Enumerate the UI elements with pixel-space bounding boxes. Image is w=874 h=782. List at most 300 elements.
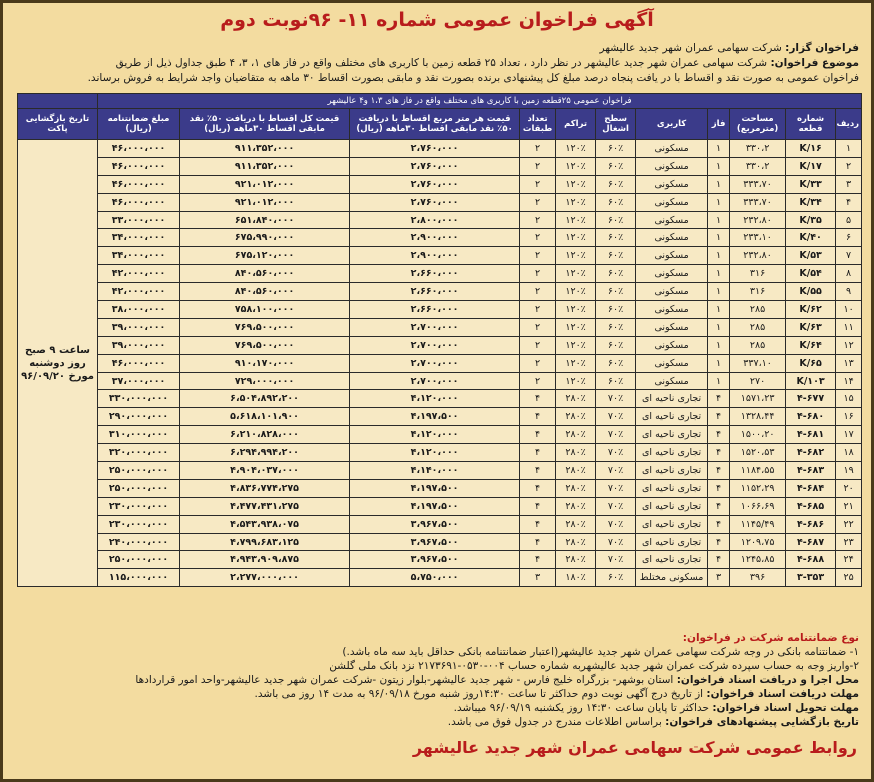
table-cell: ۲ (520, 336, 556, 354)
receive-deadline-text: از تاریخ درج آگهی نوبت دوم حداکثر تا ساعت ۱۴:۳۰روز شنبه مورخ ۹۶/۰۹/۱۸ به مدت ۱۴ روز می باشد. (254, 688, 704, 700)
table-cell: تجاری ناحیه ای (636, 515, 708, 533)
table-cell: K/۱۶ (786, 140, 836, 158)
table-cell: ۷ (836, 247, 862, 265)
table-cell: ۹۱۱،۳۵۲،۰۰۰ (180, 140, 350, 158)
table-cell: ۳۳۰،۰۰۰،۰۰۰ (98, 390, 180, 408)
table-cell: ۷۰٪ (596, 497, 636, 515)
table-cell: ۲ (520, 354, 556, 372)
table-cell: مسکونی (636, 140, 708, 158)
table-cell: ۷۰٪ (596, 462, 636, 480)
table-cell: ۴-۶۸۵ (786, 497, 836, 515)
table-cell: K/۵۳ (786, 247, 836, 265)
table-cell: ۳۳۳،۷۰ (730, 175, 786, 193)
table-row (18, 462, 862, 480)
column-header: تراکم (556, 109, 596, 140)
table-cell: تجاری ناحیه ای (636, 444, 708, 462)
table-cell: ۷۰٪ (596, 444, 636, 462)
table-cell: K/۳۴ (786, 193, 836, 211)
table-cell: K/۴۰ (786, 229, 836, 247)
table-cell: ۳۳۰،۲ (730, 157, 786, 175)
table-cell: ۱۲۰٪ (556, 193, 596, 211)
notes-block (9, 631, 859, 729)
table-cell: ۴ (520, 551, 556, 569)
table-cell: ۲۰ (836, 479, 862, 497)
table-cell: ۳۳۰،۲ (730, 140, 786, 158)
table-cell: ۷۰٪ (596, 515, 636, 533)
intro-label-2: موضوع فراخوان: (770, 57, 859, 69)
table-banner-empty (18, 94, 98, 109)
table-cell: ۴ (520, 497, 556, 515)
intro-label-1: فراخوان گزار: (785, 42, 859, 54)
table-cell: ۲۸۰٪ (556, 533, 596, 551)
table-row (18, 390, 862, 408)
table-cell: ۱۲ (836, 336, 862, 354)
table-cell: ۲،۶۶۰،۰۰۰ (350, 283, 520, 301)
table-cell: K/۵۵ (786, 283, 836, 301)
table-cell: ۴ (708, 497, 730, 515)
column-header: فاز (708, 109, 730, 140)
table-cell: ۱ (708, 140, 730, 158)
table-cell: ۴،۱۹۷،۵۰۰ (350, 497, 520, 515)
table-cell: ۲،۷۶۰،۰۰۰ (350, 193, 520, 211)
table-cell: ۱۲۰٪ (556, 336, 596, 354)
table-row (18, 229, 862, 247)
table-cell: ۴-۶۸۸ (786, 551, 836, 569)
table-cell: ۲ (520, 247, 556, 265)
table-cell: ۱۵۷۱،۲۳ (730, 390, 786, 408)
table-cell: ۲۹۰،۰۰۰،۰۰۰ (98, 408, 180, 426)
table-cell: ۶۰٪ (596, 193, 636, 211)
table-cell: ۴ (520, 479, 556, 497)
table-row (18, 551, 862, 569)
table-cell: ۶۰٪ (596, 372, 636, 390)
table-cell: ۱۲۰٪ (556, 229, 596, 247)
table-cell: ۱۵ (836, 390, 862, 408)
table-cell: ۴ (708, 551, 730, 569)
table-cell: ۳،۹۶۷،۵۰۰ (350, 533, 520, 551)
table-cell: ۲۸۰٪ (556, 497, 596, 515)
table-cell: ۳،۹۶۷،۵۰۰ (350, 551, 520, 569)
opening-date-text: براساس اطلاعات مندرج در جدول فوق می باشد. (447, 716, 662, 728)
table-cell: K/۳۳ (786, 175, 836, 193)
table-cell: ۴۶،۰۰۰،۰۰۰ (98, 157, 180, 175)
table-cell: K/۵۴ (786, 265, 836, 283)
table-cell: ۱۲۰٪ (556, 175, 596, 193)
table-row (18, 247, 862, 265)
table-cell: ۶ (836, 229, 862, 247)
table-cell: K/۶۴ (786, 336, 836, 354)
table-cell: ۴۶،۰۰۰،۰۰۰ (98, 175, 180, 193)
table-cell: ۷۲۹،۰۰۰،۰۰۰ (180, 372, 350, 390)
table-cell: ۴۲،۰۰۰،۰۰۰ (98, 283, 180, 301)
table-cell: ۱۲۰٪ (556, 140, 596, 158)
table-cell: ۲۸۰٪ (556, 426, 596, 444)
table-row (18, 140, 862, 158)
table-cell: ۹۱۱،۳۵۲،۰۰۰ (180, 157, 350, 175)
table-cell: ۱۲۰٪ (556, 283, 596, 301)
table-cell: ۲۱ (836, 497, 862, 515)
table-cell: ۴ (520, 426, 556, 444)
intro-line-1 (9, 41, 859, 56)
table-cell: ۷۶۹،۵۰۰،۰۰۰ (180, 336, 350, 354)
table-cell: ۶۰٪ (596, 569, 636, 587)
column-header: ردیف (836, 109, 862, 140)
table-cell: ۱۵۰۰،۲۰ (730, 426, 786, 444)
table-cell: ۱۲۰۹،۷۵ (730, 533, 786, 551)
table-cell: ۱۰۶۶،۶۹ (730, 497, 786, 515)
table-cell: تجاری ناحیه ای (636, 533, 708, 551)
table-cell: مسکونی (636, 283, 708, 301)
table-cell: ۷۰٪ (596, 426, 636, 444)
table-cell: ۲۳۰،۰۰۰،۰۰۰ (98, 515, 180, 533)
table-cell: تجاری ناحیه ای (636, 497, 708, 515)
table-cell: ۱۱۵۲،۲۹ (730, 479, 786, 497)
guarantee-option-2: ۲-واریز وجه به حساب سپرده شرکت عمران شهر جدید عالیشهربه شماره حساب ۰۰۴-۰۵۳۰-۲۱۷۳۶۹۱ نزد بانک ملی گلشن (329, 660, 859, 672)
table-cell: ۱۳ (836, 354, 862, 372)
table-cell: مسکونی (636, 175, 708, 193)
table-cell: ۴ (708, 390, 730, 408)
column-header: شماره قطعه (786, 109, 836, 140)
table-row (18, 408, 862, 426)
table-cell: ۸۴۰،۵۶۰،۰۰۰ (180, 265, 350, 283)
table-cell: ۳ (520, 569, 556, 587)
table-cell: ۱۱۵،۰۰۰،۰۰۰ (98, 569, 180, 587)
table-cell: ۶۰٪ (596, 354, 636, 372)
table-cell: ۲۸۵ (730, 301, 786, 319)
table-cell: ۱۰ (836, 301, 862, 319)
table-cell: ۴،۴۷۷،۴۳۱،۲۷۵ (180, 497, 350, 515)
table-cell: ۴،۱۲۰،۰۰۰ (350, 426, 520, 444)
table-cell: ۲ (520, 157, 556, 175)
table-row (18, 175, 862, 193)
table-row (18, 301, 862, 319)
table-cell: ۴۶،۰۰۰،۰۰۰ (98, 140, 180, 158)
table-cell: ۲ (520, 265, 556, 283)
table-cell: ۴ (708, 462, 730, 480)
table-cell: ۲۸۰٪ (556, 462, 596, 480)
table-cell: ۴-۶۸۰ (786, 408, 836, 426)
table-cell: ۱۸ (836, 444, 862, 462)
table-cell: ۲۸۰٪ (556, 390, 596, 408)
table-cell: ۱۲۰٪ (556, 247, 596, 265)
table-cell: ۱ (836, 140, 862, 158)
table-cell: ۴-۶۸۶ (786, 515, 836, 533)
table-cell: ۴-۶۸۷ (786, 533, 836, 551)
table-cell: ۱ (708, 229, 730, 247)
table-cell: ۱ (708, 157, 730, 175)
column-header: سطح اشغال (596, 109, 636, 140)
intro-line-2 (9, 56, 859, 71)
table-cell: ۳۱۶ (730, 283, 786, 301)
table-cell: ۳۹،۰۰۰،۰۰۰ (98, 318, 180, 336)
table-cell: ۶۰٪ (596, 336, 636, 354)
table-cell: ۱۲۰٪ (556, 265, 596, 283)
table-cell: ۲۵۰،۰۰۰،۰۰۰ (98, 462, 180, 480)
table-cell: ۴ (520, 444, 556, 462)
table-cell: ۷۰٪ (596, 551, 636, 569)
table-cell: ۴ (520, 462, 556, 480)
table-cell: مسکونی (636, 193, 708, 211)
table-cell: ۲ (520, 229, 556, 247)
column-header: کاربری (636, 109, 708, 140)
guarantee-heading: نوع ضمانتنامه شرکت در فراخوان: (682, 632, 859, 644)
table-cell: ۲۳۲،۸۰ (730, 247, 786, 265)
table-cell: ۱ (708, 175, 730, 193)
table-row (18, 426, 862, 444)
table-cell: ۱۳۲۸،۴۴ (730, 408, 786, 426)
table-cell: ۱۱۸۴،۵۵ (730, 462, 786, 480)
table-cell: ۴ (708, 408, 730, 426)
table-row (18, 318, 862, 336)
table-cell: ۶۰٪ (596, 140, 636, 158)
table-cell: ۶۰٪ (596, 247, 636, 265)
table-cell: ۲۸۰٪ (556, 408, 596, 426)
table-cell: ۴-۶۸۴ (786, 479, 836, 497)
table-cell: ۳۹۶ (730, 569, 786, 587)
table-cell: ۲۳۳،۱۰ (730, 229, 786, 247)
table-cell: تجاری ناحیه ای (636, 551, 708, 569)
table-cell: ۶۰٪ (596, 301, 636, 319)
table-cell: مسکونی (636, 157, 708, 175)
location-note (9, 673, 859, 687)
table-cell: ۴،۱۹۷،۵۰۰ (350, 479, 520, 497)
table-cell: ۶۰٪ (596, 157, 636, 175)
intro-line-3: فراخوان عمومی به صورت نقد و اقساط با در یافت پنجاه درصد مبلغ کل پیشنهادی برنده بصورت نقد و مابقی بصورت اقساط ۳۰ ماهه به متقاضیان واجد شرایط به فروش برساند. (87, 72, 859, 84)
receive-deadline-label: مهلت دریافت اسناد فراخوان: (706, 688, 859, 700)
table-cell: ۲۳ (836, 533, 862, 551)
table-row (18, 479, 862, 497)
column-header: قیمت کل اقساط با دریافت ۵۰٪ نقد مابقی اقساط ۳۰ماهه (ریال) (180, 109, 350, 140)
table-row (18, 533, 862, 551)
table-cell: ۲۴۰،۰۰۰،۰۰۰ (98, 533, 180, 551)
table-cell: ۱۲۰٪ (556, 318, 596, 336)
table-cell: ۴،۱۲۰،۰۰۰ (350, 390, 520, 408)
table-cell: ۶۰٪ (596, 283, 636, 301)
table-cell: ۴-۶۷۷ (786, 390, 836, 408)
table-cell: ۳۹،۰۰۰،۰۰۰ (98, 336, 180, 354)
table-cell: ۴ (708, 533, 730, 551)
column-header: مساحت (مترمربع) (730, 109, 786, 140)
opening-date-label: تاریخ بازگشایی پیشنهادهای فراخوان: (665, 716, 859, 728)
table-cell: ۳۴،۰۰۰،۰۰۰ (98, 229, 180, 247)
table-cell: ۴ (708, 444, 730, 462)
table-cell: ۳۸،۰۰۰،۰۰۰ (98, 301, 180, 319)
table-row (18, 336, 862, 354)
table-cell: ۲۸۰٪ (556, 551, 596, 569)
plots-table (17, 93, 862, 587)
table-cell: ۳-۳۵۳ (786, 569, 836, 587)
table-cell: ۲،۷۰۰،۰۰۰ (350, 336, 520, 354)
table-cell: ۴،۸۳۶،۷۷۴،۲۷۵ (180, 479, 350, 497)
table-cell: ۹۲۱،۰۱۲،۰۰۰ (180, 193, 350, 211)
table-cell: ۱ (708, 372, 730, 390)
table-cell: ۲۷۰ (730, 372, 786, 390)
table-cell: ۱۹ (836, 462, 862, 480)
table-cell: ۲،۸۰۰،۰۰۰ (350, 211, 520, 229)
table-cell: K/۳۵ (786, 211, 836, 229)
table-cell: ۱۴ (836, 372, 862, 390)
table-cell: ۲،۷۶۰،۰۰۰ (350, 157, 520, 175)
location-text: استان بوشهر- بزرگراه خلیج فارس - شهر جدید عالیشهر-بلوار زیتون -شرکت عمران شهر جدید عالیشهر-واحد امور قراردادها (135, 674, 674, 686)
table-cell: مسکونی (636, 229, 708, 247)
table-cell: ۴،۱۴۰،۰۰۰ (350, 462, 520, 480)
table-cell: تجاری ناحیه ای (636, 390, 708, 408)
table-cell: ۴۲،۰۰۰،۰۰۰ (98, 265, 180, 283)
table-cell: ۲ (520, 175, 556, 193)
table-cell: ۲۵ (836, 569, 862, 587)
table-row (18, 515, 862, 533)
table-row (18, 444, 862, 462)
table-row (18, 193, 862, 211)
table-cell: ۶۵۱،۸۴۰،۰۰۰ (180, 211, 350, 229)
table-cell: ۱۲۴۵،۸۵ (730, 551, 786, 569)
intro-text-1: شرکت سهامی عمران شهر جدید عالیشهر (599, 42, 782, 54)
table-cell: ۵،۶۱۸،۱۰۱،۹۰۰ (180, 408, 350, 426)
table-cell: ۱۲۰٪ (556, 157, 596, 175)
table-cell: ۶۰٪ (596, 318, 636, 336)
delivery-deadline-label: مهلت تحویل اسناد فراخوان: (712, 702, 859, 714)
table-row (18, 354, 862, 372)
table-cell: ۳۱۶ (730, 265, 786, 283)
table-cell: ۲ (836, 157, 862, 175)
table-cell: ۲۸۰٪ (556, 515, 596, 533)
table-cell: ۲،۲۷۷،۰۰۰،۰۰۰ (180, 569, 350, 587)
table-cell: ۳۱۰،۰۰۰،۰۰۰ (98, 426, 180, 444)
table-cell: ۲ (520, 211, 556, 229)
table-cell: ۲۸۰٪ (556, 444, 596, 462)
intro-text-2: شرکت سهامی عمران شهر جدید عالیشهر در نظر دارد ، تعداد ۲۵ قطعه زمین با کاربری های مختلف واقع در فاز های ۱، ۳، ۴ طبق جداول ذیل از طریق (115, 57, 768, 69)
table-cell: ۲۲ (836, 515, 862, 533)
table-cell: ۷۵۸،۱۰۰،۰۰۰ (180, 301, 350, 319)
table-header-row (18, 109, 862, 140)
table-cell: مسکونی (636, 336, 708, 354)
table-cell: ۳۳،۰۰۰،۰۰۰ (98, 211, 180, 229)
table-cell: ۶۰٪ (596, 175, 636, 193)
table-cell: ۳۴،۰۰۰،۰۰۰ (98, 247, 180, 265)
table-cell: ۲۳۲،۸۰ (730, 211, 786, 229)
receive-deadline-note (9, 687, 859, 701)
table-cell: K/۱۷ (786, 157, 836, 175)
intro-block (9, 41, 859, 86)
table-cell: ۶۰٪ (596, 211, 636, 229)
table-banner: فراخوان عمومی ۲۵قطعه زمین با کاربری های مختلف واقع در فاز های ۱،۳ و۴ عالیشهر (98, 94, 862, 109)
table-cell: ۴ (708, 426, 730, 444)
table-cell: ۲ (520, 301, 556, 319)
table-cell: ۲۸۵ (730, 318, 786, 336)
table-cell: ۴،۱۹۷،۵۰۰ (350, 408, 520, 426)
table-cell: ۲۸۰٪ (556, 479, 596, 497)
table-cell: ۸۴۰،۵۶۰،۰۰۰ (180, 283, 350, 301)
table-cell: K/۶۵ (786, 354, 836, 372)
table-cell: ۲۵۰،۰۰۰،۰۰۰ (98, 551, 180, 569)
table-cell: ۱۸۰٪ (556, 569, 596, 587)
table-cell: ۴ (520, 515, 556, 533)
table-cell: تجاری ناحیه ای (636, 408, 708, 426)
table-row (18, 265, 862, 283)
table-cell: ۲،۷۶۰،۰۰۰ (350, 140, 520, 158)
table-cell: ۱ (708, 193, 730, 211)
table-cell: ۱۲۰٪ (556, 354, 596, 372)
table-cell: ۷۰٪ (596, 533, 636, 551)
table-cell: K/۱۰۳ (786, 372, 836, 390)
table-cell: ۲ (520, 372, 556, 390)
table-cell: ۷۰٪ (596, 479, 636, 497)
table-cell: ۲،۷۰۰،۰۰۰ (350, 372, 520, 390)
table-cell: ۱ (708, 283, 730, 301)
table-cell: ۱ (708, 354, 730, 372)
table-cell: ۴،۷۹۹،۶۸۳،۱۲۵ (180, 533, 350, 551)
table-cell: مسکونی (636, 247, 708, 265)
table-cell: ۲،۹۰۰،۰۰۰ (350, 247, 520, 265)
table-cell: ۴،۹۰۴،۰۳۷،۰۰۰ (180, 462, 350, 480)
table-cell: ۲،۷۰۰،۰۰۰ (350, 354, 520, 372)
table-cell: ۳ (708, 569, 730, 587)
table-cell: ۲۴ (836, 551, 862, 569)
table-cell: ۵،۷۵۰،۰۰۰ (350, 569, 520, 587)
delivery-deadline-text: حداکثر تا پایان ساعت ۱۴:۳۰ روز یکشنبه ۹۶/۰۹/۱۹ میباشد. (453, 702, 709, 714)
table-cell: K/۶۳ (786, 318, 836, 336)
delivery-deadline-note (9, 701, 859, 715)
table-cell: ۶۷۵،۱۲۰،۰۰۰ (180, 247, 350, 265)
table-cell: ۱۲۰٪ (556, 211, 596, 229)
table-cell: ۵ (836, 211, 862, 229)
table-cell: ۳،۹۶۷،۵۰۰ (350, 515, 520, 533)
table-cell: ۱۱ (836, 318, 862, 336)
table-cell: ۶،۲۹۴،۹۹۴،۲۰۰ (180, 444, 350, 462)
table-cell: ۳۲۰،۰۰۰،۰۰۰ (98, 444, 180, 462)
table-cell: ۲،۷۶۰،۰۰۰ (350, 175, 520, 193)
table-row (18, 157, 862, 175)
table-cell: مسکونی (636, 372, 708, 390)
public-relations-signature: روابط عمومی شرکت سهامی عمران شهر جدید عالیشهر (412, 738, 857, 757)
table-cell: ۱ (708, 211, 730, 229)
table-cell: مسکونی (636, 301, 708, 319)
table-cell: مسکونی مختلط (636, 569, 708, 587)
table-cell: ۹۲۱،۰۱۲،۰۰۰ (180, 175, 350, 193)
table-cell: ۱۶ (836, 408, 862, 426)
table-row (18, 372, 862, 390)
table-cell: ۲ (520, 318, 556, 336)
table-cell: ۲۸۵ (730, 336, 786, 354)
table-banner-row (18, 94, 862, 109)
table-cell: ۲ (520, 193, 556, 211)
table-cell: ۷۰٪ (596, 408, 636, 426)
table-cell: ۲،۷۰۰،۰۰۰ (350, 318, 520, 336)
table-cell: ۴-۶۸۲ (786, 444, 836, 462)
table-cell: ۴،۹۴۳،۹۰۹،۸۷۵ (180, 551, 350, 569)
table-cell: ۶۰٪ (596, 229, 636, 247)
guarantee-option-1: ۱- ضمانتنامه بانکی در وجه شرکت سهامی عمران شهر جدید عالیشهر(اعتبار ضمانتنامه بانکی حداقل باید سه ماه باشد.) (342, 646, 859, 658)
table-cell: ۴۶،۰۰۰،۰۰۰ (98, 193, 180, 211)
table-cell: ۴ (836, 193, 862, 211)
table-cell: تجاری ناحیه ای (636, 462, 708, 480)
table-cell: ۸ (836, 265, 862, 283)
table-cell: ۲،۹۰۰،۰۰۰ (350, 229, 520, 247)
table-cell: ۴-۶۸۳ (786, 462, 836, 480)
table-cell: ۳۳۳،۷۰ (730, 193, 786, 211)
table-cell: تجاری ناحیه ای (636, 479, 708, 497)
table-cell: ۴،۱۲۰،۰۰۰ (350, 444, 520, 462)
table-cell: ۶۰٪ (596, 265, 636, 283)
table-cell: ۱ (708, 247, 730, 265)
table-cell: مسکونی (636, 318, 708, 336)
column-header: قیمت هر متر مربع اقساط با دریافت ۵۰٪ نقد مابقی اقساط ۳۰ماهه (ریال) (350, 109, 520, 140)
table-cell: ۴ (708, 479, 730, 497)
table-cell: ۷۶۹،۵۰۰،۰۰۰ (180, 318, 350, 336)
table-row (18, 283, 862, 301)
table-row (18, 497, 862, 515)
table-cell: ۳۷،۰۰۰،۰۰۰ (98, 372, 180, 390)
